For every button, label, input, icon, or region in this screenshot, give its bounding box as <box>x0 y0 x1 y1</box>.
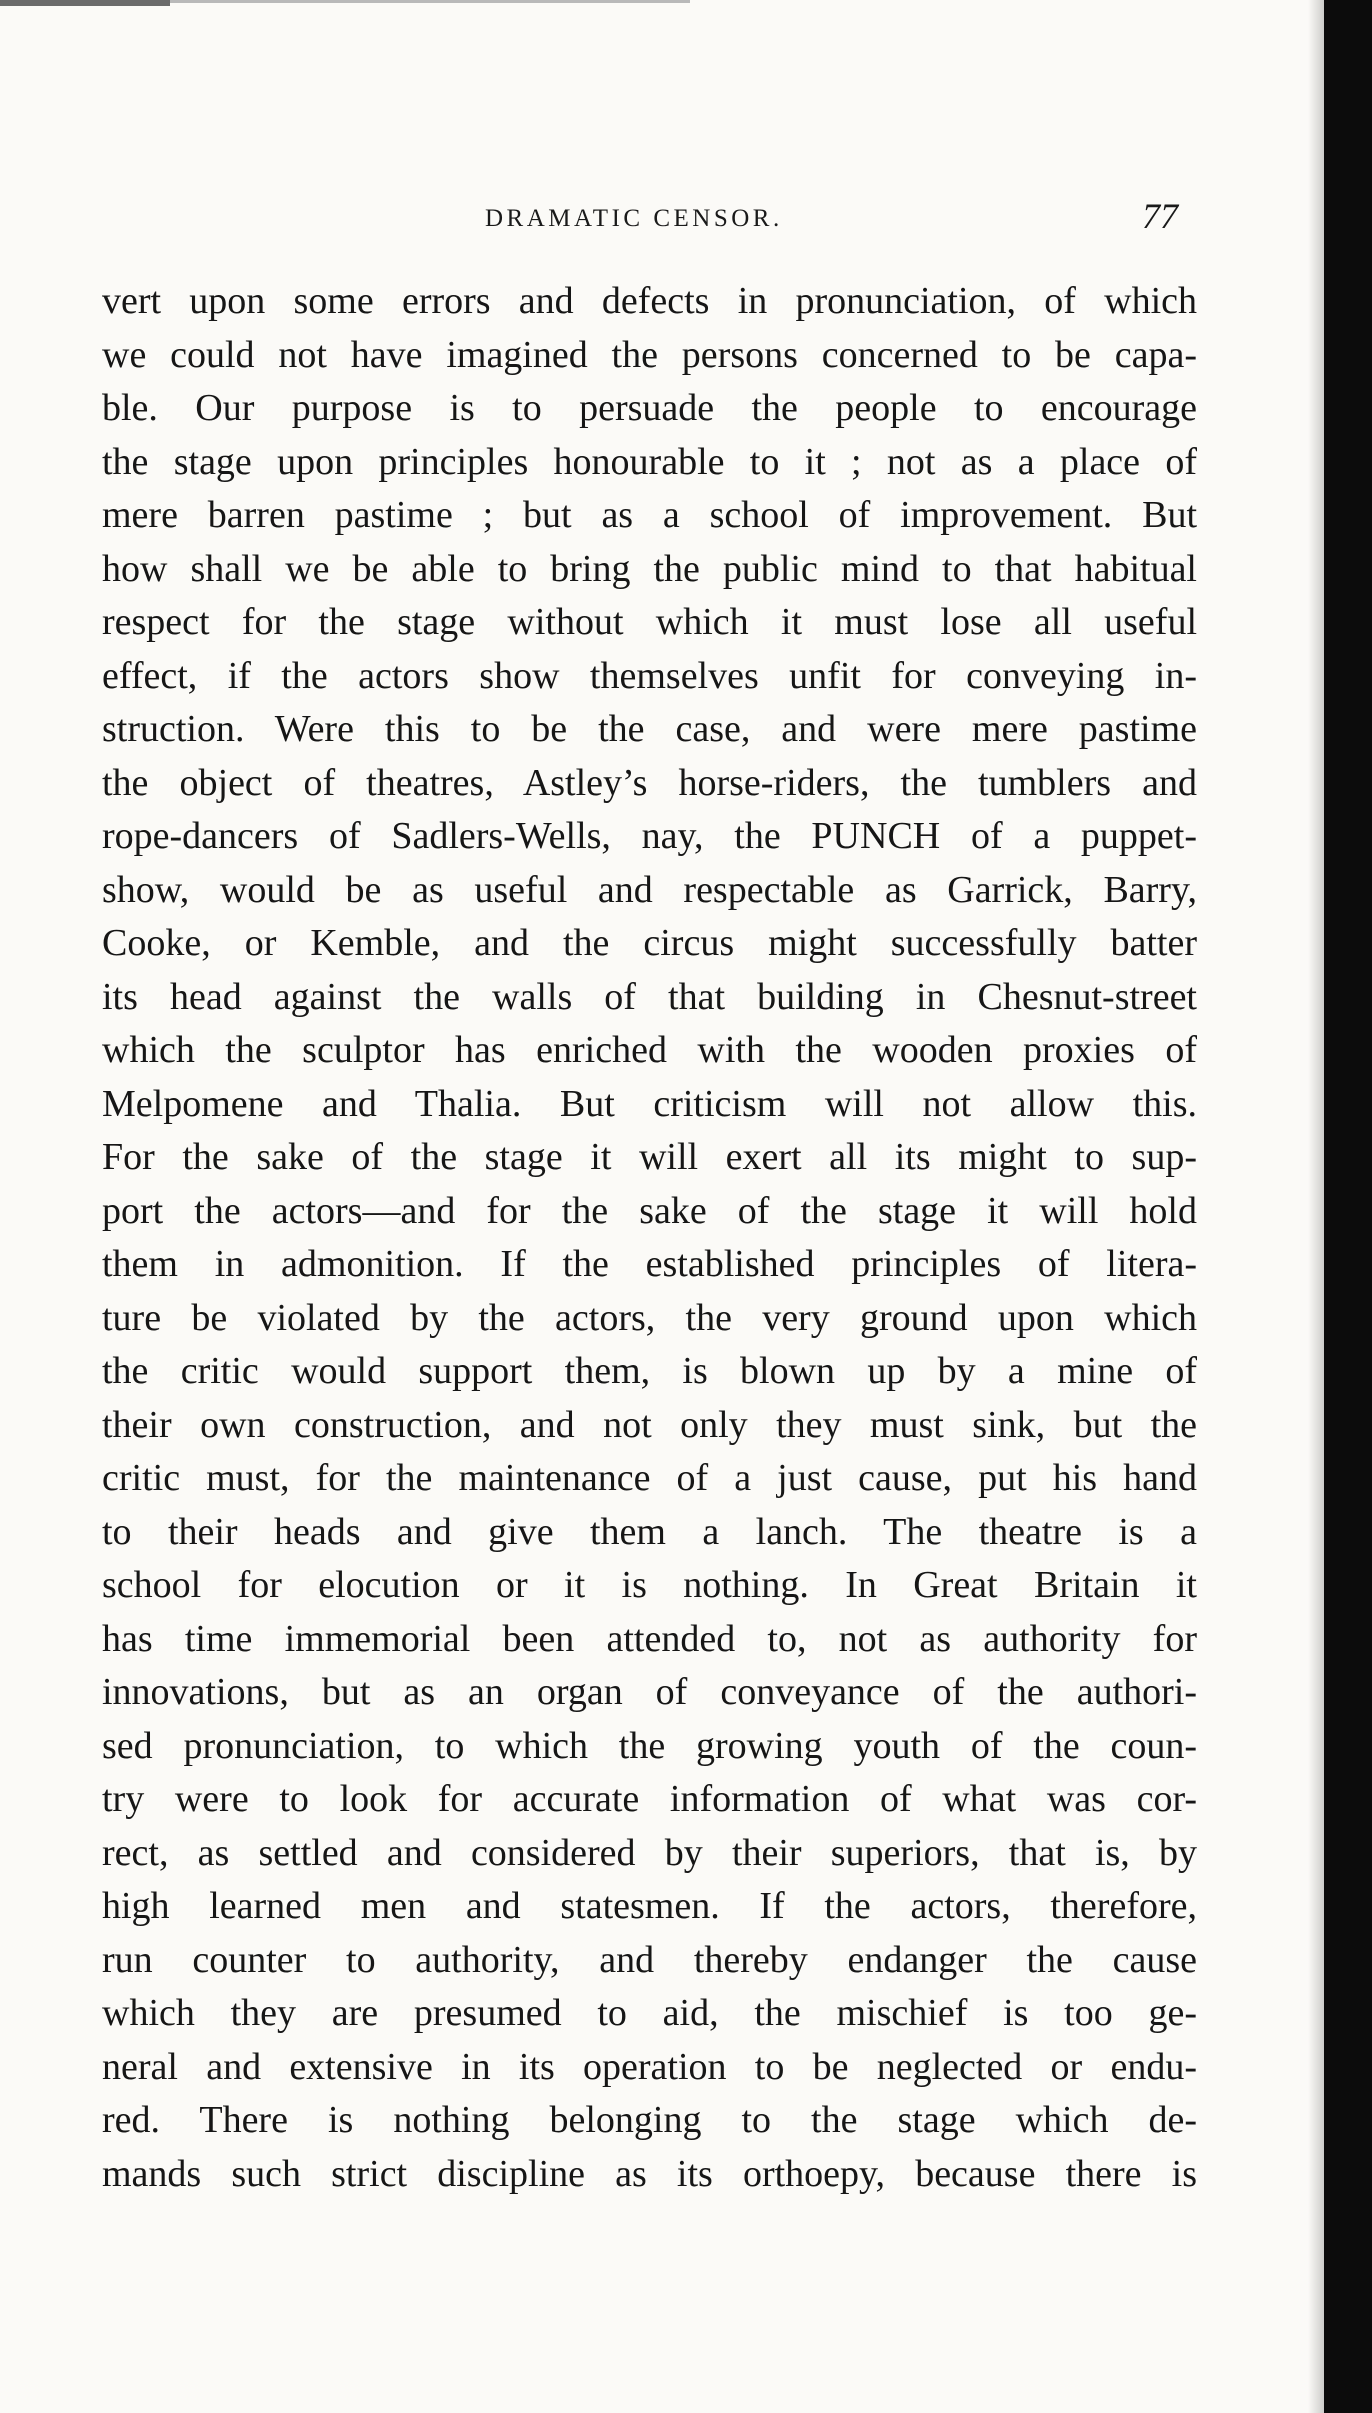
text-line: to their heads and give them a lanch. The theatre is a <box>102 1510 1197 1553</box>
text-line: respect for the stage without which it must lose all useful <box>102 601 1197 643</box>
scan-right-edge <box>1324 0 1372 2413</box>
text-line: their own construction, and not only they must sink, but the <box>102 1403 1197 1446</box>
text-line: ble. Our purpose is to persuade the people to encourage <box>102 387 1197 429</box>
text-line: high learned men and statesmen. If the actors, therefore, <box>102 1885 1197 1927</box>
page-gutter-shadow <box>1308 0 1324 2413</box>
body-text <box>102 275 1197 2201</box>
text-line: show, would be as useful and respectable as Garrick, Barry, <box>102 868 1197 911</box>
text-line: neral and extensive in its operation to be neglected or endu- <box>102 2045 1197 2088</box>
text-line: try were to look for accurate information of what was cor- <box>102 1778 1197 1820</box>
text-line: the stage upon principles honourable to it ; not as a place of <box>102 440 1197 483</box>
text-line: red. There is nothing belonging to the stage which de- <box>102 2099 1197 2141</box>
text-line: struction. Were this to be the case, and were mere pastime <box>102 708 1197 750</box>
scan-top-edge-faint <box>170 0 690 3</box>
text-line: school for elocution or it is nothing. In Great Britain it <box>102 1564 1197 1606</box>
text-line: the critic would support them, is blown up by a mine of <box>102 1350 1197 1392</box>
text-line: rope-dancers of Sadlers-Wells, nay, the PUNCH of a puppet- <box>102 815 1197 857</box>
text-line: rect, as settled and considered by their superiors, that is, by <box>102 1831 1197 1874</box>
text-line: mands such strict discipline as its orthoepy, because there is <box>102 2152 1197 2195</box>
text-line: its head against the walls of that building in Chesnut-street <box>102 975 1197 1018</box>
text-line: For the sake of the stage it will exert all its might to sup- <box>102 1136 1197 1178</box>
text-line: effect, if the actors show themselves unfit for conveying in- <box>102 654 1197 697</box>
text-line: has time immemorial been attended to, not as authority for <box>102 1617 1197 1660</box>
text-line: them in admonition. If the established principles of litera- <box>102 1243 1197 1285</box>
text-line: we could not have imagined the persons concerned to be capa- <box>102 333 1197 376</box>
text-line: mere barren pastime ; but as a school of improvement. But <box>102 494 1197 536</box>
text-line: run counter to authority, and thereby endanger the cause <box>102 1938 1197 1981</box>
running-title: DRAMATIC CENSOR. <box>485 205 783 232</box>
text-line: Cooke, or Kemble, and the circus might successfully batter <box>102 922 1197 964</box>
text-line: which the sculptor has enriched with the wooden proxies of <box>102 1029 1197 1071</box>
text-line: innovations, but as an organ of conveyance of the authori- <box>102 1671 1197 1713</box>
text-line: Melpomene and Thalia. But criticism will not allow this. <box>102 1082 1197 1125</box>
text-line: critic must, for the maintenance of a just cause, put his hand <box>102 1457 1197 1499</box>
text-line: which they are presumed to aid, the mischief is too ge- <box>102 1992 1197 2034</box>
text-line: how shall we be able to bring the public mind to that habitual <box>102 547 1197 590</box>
scan-top-edge <box>0 0 170 6</box>
text-line: the object of theatres, Astley’s horse-riders, the tumblers and <box>102 761 1197 804</box>
text-line: vert upon some errors and defects in pronunciation, of which <box>102 280 1197 322</box>
page-number: 77 <box>1142 196 1178 236</box>
text-line: sed pronunciation, to which the growing youth of the coun- <box>102 1724 1197 1767</box>
text-line: ture be violated by the actors, the very ground upon which <box>102 1296 1197 1339</box>
text-line: port the actors—and for the sake of the stage it will hold <box>102 1189 1197 1232</box>
